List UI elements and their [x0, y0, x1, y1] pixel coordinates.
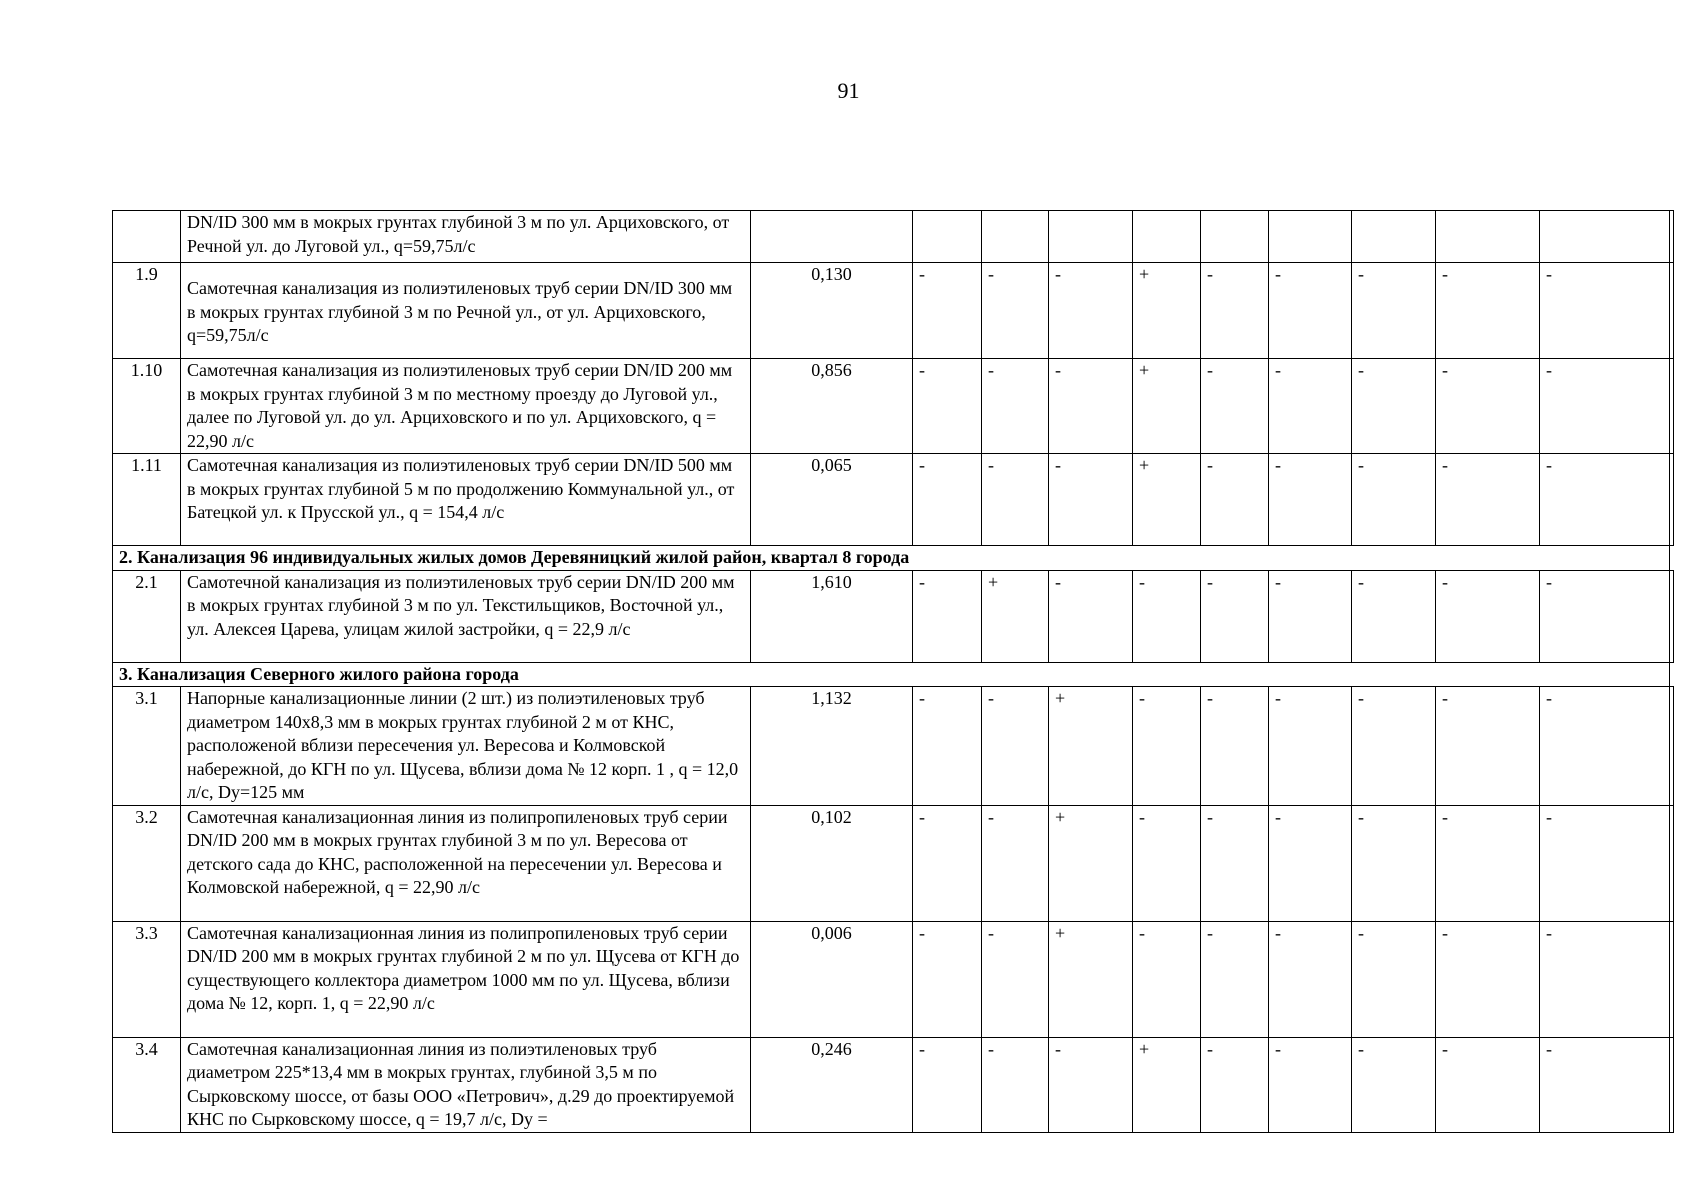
- stage-mark: [1201, 211, 1269, 263]
- stage-mark: [1670, 570, 1674, 662]
- section-header-row: [113, 662, 1674, 687]
- section-header-row: [113, 546, 1674, 571]
- stage-mark: [1049, 211, 1133, 263]
- stage-mark: -: [1540, 263, 1670, 359]
- stage-mark: [1269, 211, 1352, 263]
- stage-mark: -: [1269, 570, 1352, 662]
- stage-mark: -: [982, 359, 1049, 454]
- item-description: Самотечной канализация из полиэтиленовых труб серии DN/ID 200 мм в мокрых грунтах глубиной 3 м по ул. Текстильщиков, Восточной ул., ул. Алексея Царева, улицам жилой застройки, q = 22,9 л/с: [181, 570, 751, 662]
- stage-mark: -: [1436, 1037, 1540, 1132]
- stage-mark: [1670, 454, 1674, 546]
- stage-mark: [1670, 1037, 1674, 1132]
- stage-mark: -: [1540, 359, 1670, 454]
- stage-mark: [1670, 263, 1674, 359]
- stage-mark: -: [1540, 921, 1670, 1037]
- stage-mark: -: [1352, 1037, 1436, 1132]
- table-row: [113, 805, 1674, 921]
- stage-mark: -: [1540, 687, 1670, 806]
- stage-mark: -: [1269, 263, 1352, 359]
- item-length: 0,856: [751, 359, 913, 454]
- stage-mark: -: [913, 921, 982, 1037]
- stage-mark: -: [1540, 1037, 1670, 1132]
- works-table: [112, 210, 1674, 1133]
- stage-mark: -: [1436, 921, 1540, 1037]
- stage-mark: [982, 211, 1049, 263]
- stage-mark: +: [982, 570, 1049, 662]
- item-length: 0,102: [751, 805, 913, 921]
- stage-mark: -: [1269, 1037, 1352, 1132]
- stage-mark: -: [1540, 805, 1670, 921]
- item-length: 0,130: [751, 263, 913, 359]
- item-number: 3.4: [113, 1037, 181, 1132]
- stage-mark: -: [1049, 1037, 1133, 1132]
- item-description: Самотечная канализация из полиэтиленовых труб серии DN/ID 300 мм в мокрых грунтах глубиной 3 м по Речной ул., от ул. Арциховского, q=59,75л/с: [181, 263, 751, 359]
- stage-mark: -: [913, 454, 982, 546]
- stage-mark: -: [1352, 687, 1436, 806]
- stage-mark: -: [982, 921, 1049, 1037]
- item-number: 2.1: [113, 570, 181, 662]
- stage-mark: -: [1352, 359, 1436, 454]
- page-number: 91: [837, 78, 860, 103]
- stage-mark: +: [1133, 1037, 1201, 1132]
- stage-mark: -: [1133, 921, 1201, 1037]
- stage-mark: -: [1436, 570, 1540, 662]
- table-body: [113, 211, 1674, 1133]
- stage-mark: +: [1133, 454, 1201, 546]
- stage-mark: [1670, 921, 1674, 1037]
- item-description: DN/ID 300 мм в мокрых грунтах глубиной 3 м по ул. Арциховского, от Речной ул. до Луговой ул., q=59,75л/с: [181, 211, 751, 263]
- item-description: Самотечная канализационная линия из полиэтиленовых труб диаметром 225*13,4 мм в мокрых грунтах, глубиной 3,5 м по Сырковскому шоссе, от базы ООО «Петрович», д.29 до проектируемой КНС по Сырковскому шоссе, q = 19,7 л/с, Dy =: [181, 1037, 751, 1132]
- stage-mark: -: [913, 359, 982, 454]
- item-length: 1,132: [751, 687, 913, 806]
- stage-mark: -: [1436, 359, 1540, 454]
- stage-mark: +: [1049, 805, 1133, 921]
- stage-mark: -: [1436, 263, 1540, 359]
- item-description: Самотечная канализационная линия из полипропиленовых труб серии DN/ID 200 мм в мокрых грунтах глубиной 3 м по ул. Вересова от детского сада до КНС, расположенной на пересечении ул. Вересова и Колмовской набережной, q = 22,90 л/с: [181, 805, 751, 921]
- stage-mark: -: [1540, 454, 1670, 546]
- item-number: 3.1: [113, 687, 181, 806]
- stage-mark: [1352, 211, 1436, 263]
- stage-mark: -: [1269, 921, 1352, 1037]
- stage-mark: -: [982, 263, 1049, 359]
- stage-mark: -: [1201, 263, 1269, 359]
- item-description: Самотечная канализационная линия из полипропиленовых труб серии DN/ID 200 мм в мокрых грунтах глубиной 2 м по ул. Щусева от КГН до существующего коллектора диаметром 1000 мм по ул. Щусева, вблизи дома № 12, корп. 1, q = 22,90 л/с: [181, 921, 751, 1037]
- item-number: 1.11: [113, 454, 181, 546]
- stage-mark: -: [1436, 805, 1540, 921]
- stage-mark: -: [982, 687, 1049, 806]
- item-description: Напорные канализационные линии (2 шт.) из полиэтиленовых труб диаметром 140х8,3 мм в мокрых грунтах глубиной 2 м от КНС, расположеной вблизи пересечения ул. Вересова и Колмовской набережной, до КГН по ул. Щусева, вблизи дома № 12 корп. 1 , q = 12,0 л/с, Dy=125 мм: [181, 687, 751, 806]
- stage-mark: -: [1201, 921, 1269, 1037]
- stage-mark: -: [1201, 687, 1269, 806]
- stage-mark: -: [1049, 454, 1133, 546]
- stage-mark: -: [1049, 570, 1133, 662]
- stage-mark: -: [1201, 1037, 1269, 1132]
- stage-mark: [1670, 687, 1674, 806]
- stage-mark: +: [1133, 359, 1201, 454]
- table-row: [113, 921, 1674, 1037]
- stage-mark: -: [1133, 570, 1201, 662]
- section-title: 3. Канализация Северного жилого района города: [113, 662, 1670, 687]
- stage-mark: [1670, 805, 1674, 921]
- stage-mark: -: [913, 263, 982, 359]
- stage-mark: -: [1201, 454, 1269, 546]
- table-row: [113, 1037, 1674, 1132]
- stage-mark: [1670, 211, 1674, 263]
- item-number: 1.9: [113, 263, 181, 359]
- stage-mark: +: [1049, 687, 1133, 806]
- item-number: 3.3: [113, 921, 181, 1037]
- stage-mark: [1540, 211, 1670, 263]
- stage-mark: -: [1352, 263, 1436, 359]
- stage-mark: -: [1269, 359, 1352, 454]
- item-number: 3.2: [113, 805, 181, 921]
- stage-mark: -: [1352, 921, 1436, 1037]
- item-number: [113, 211, 181, 263]
- stage-mark: -: [1436, 687, 1540, 806]
- stage-mark: [1436, 211, 1540, 263]
- table-row: [113, 454, 1674, 546]
- table-row: [113, 687, 1674, 806]
- item-description: Самотечная канализация из полиэтиленовых труб серии DN/ID 200 мм в мокрых грунтах глубиной 3 м по местному проезду до Луговой ул., далее по Луговой ул. до ул. Арциховского и по ул. Арциховского, q = 22,90 л/с: [181, 359, 751, 454]
- stage-mark: -: [1201, 805, 1269, 921]
- item-length: 0,246: [751, 1037, 913, 1132]
- stage-mark: -: [913, 687, 982, 806]
- stage-mark: -: [1049, 263, 1133, 359]
- stage-mark: -: [1352, 570, 1436, 662]
- stage-mark: -: [982, 454, 1049, 546]
- stage-mark: -: [1133, 805, 1201, 921]
- section-title: 2. Канализация 96 индивидуальных жилых домов Деревяницкий жилой район, квартал 8 города: [113, 546, 1670, 571]
- table-row: [113, 570, 1674, 662]
- item-number: 1.10: [113, 359, 181, 454]
- item-description: Самотечная канализация из полиэтиленовых труб серии DN/ID 500 мм в мокрых грунтах глубиной 5 м по продолжению Коммунальной ул., от Батецкой ул. к Прусской ул., q = 154,4 л/с: [181, 454, 751, 546]
- stage-mark: [913, 211, 982, 263]
- item-length: 0,006: [751, 921, 913, 1037]
- stage-mark: -: [982, 1037, 1049, 1132]
- stage-mark: [1133, 211, 1201, 263]
- stage-mark: -: [1540, 570, 1670, 662]
- stage-mark: -: [913, 1037, 982, 1132]
- table-row: [113, 211, 1674, 263]
- stage-mark: -: [913, 570, 982, 662]
- item-length: 1,610: [751, 570, 913, 662]
- stage-mark: -: [1201, 570, 1269, 662]
- stage-mark: -: [1049, 359, 1133, 454]
- stage-mark: +: [1133, 263, 1201, 359]
- stage-mark: -: [1133, 687, 1201, 806]
- table-row: [113, 359, 1674, 454]
- stage-mark: [1670, 359, 1674, 454]
- stage-mark: -: [1436, 454, 1540, 546]
- stage-mark: -: [1352, 454, 1436, 546]
- stage-mark: -: [1352, 805, 1436, 921]
- item-length: 0,065: [751, 454, 913, 546]
- stage-mark: -: [913, 805, 982, 921]
- item-length: [751, 211, 913, 263]
- stage-mark: -: [1201, 359, 1269, 454]
- stage-mark: -: [1269, 687, 1352, 806]
- stage-mark: -: [1269, 805, 1352, 921]
- stage-mark: -: [982, 805, 1049, 921]
- table-row: [113, 263, 1674, 359]
- stage-mark: -: [1269, 454, 1352, 546]
- stage-mark: +: [1049, 921, 1133, 1037]
